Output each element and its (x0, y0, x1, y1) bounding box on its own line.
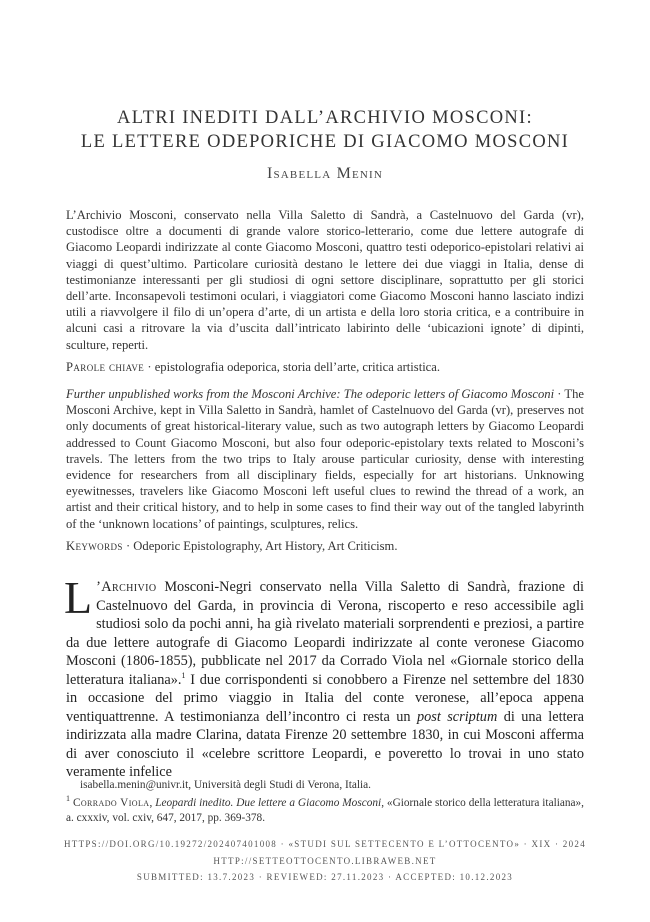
footer-dates-line: SUBMITTED: 13.7.2023 · REVIEWED: 27.11.2023 · ACCEPTED: 10.12.2023 (136, 872, 514, 882)
separator-dot: · (557, 387, 565, 401)
footnote-1-number: 1 (66, 794, 70, 804)
abstract-english-text (66, 386, 584, 532)
abstract-english-body: The Mosconi Archive, kept in Villa Saletto in Sandrà, hamlet of Castelnuovo del Garda (vr), preserves not only documents of great historical-literary value, such as two autograph letters by Giacomo Leopardi addressed to Count Giacomo Mosconi, but also four odeporic-epistolary texts related to Mosconi’s travels. The letters from the two trips to Italy arouse particular curiosity, dense with interesting evidence for researchers from all disciplinary fields, especially for art historians. Unknowing eyewitnesses, travelers like Giacomo Mosconi left useful clues to rewind the thread of a work, an artist and their critical history, and to help in some cases to find their way out of the tangled labyrinth of the ‘unknown locations’ of paintings, sculptures, relics. (66, 387, 584, 531)
keywords-italian (66, 359, 584, 375)
abstract-english-title: Further unpublished works from the Mosconi Archive: The odeporic letters of Giacomo Mosconi (66, 387, 555, 401)
body-text-part-1: Mosconi-Negri conservato nella Villa Saletto di Sandrà, frazione di Castelnuovo del Garda, in provincia di Verona, riscoperto e reso accessibile agli studiosi solo da pochi anni, ha già rivelato materiali sorprendenti e preziosi, a partire da due lettere autografe di Giacomo Leopardi indirizzate al conte veronese Giacomo Mosconi (1806-1855), pubblicate nel 2017 da Corrado Viola nel «Giornale storico della letteratura italiana». (66, 579, 584, 688)
author-name: Isabella Menin (266, 165, 384, 182)
separator-dot: · (125, 538, 134, 553)
abstract-italian-text: L’Archivio Mosconi, conservato nella Villa Saletto di Sandrà, a Castelnuovo del Garda (vr), custodisce oltre a documenti di grande valore storico-letterario, come due lettere autografe di Giacomo Leopardi indirizzate al conte Giacomo Mosconi, quattro testi odeporico-epistolari relativi ai viaggi di quest’ultimo. Particolare curiosità destano le lettere dei due viaggi in Italia, dense di testimonianze interessanti per gli studiosi di ogni settore disciplinare, soprattutto per gli storici dell’arte. Inconsapevoli testimoni oculari, i viaggiatori come Giacomo Mosconi hanno lasciato indizi utili a riavvolgere il filo di un’opera d’arte, di un artista e della loro storia critica, e a contribuire in alcuni casi a ritrovare la via d’uscita dall’intricato labirinto delle ‘ubicazioni ignote’ di dipinti, sculture, reperti. (66, 208, 584, 352)
body-italic-term: post scriptum (416, 708, 498, 725)
abstract-english (66, 386, 584, 554)
drop-cap: L (64, 572, 93, 623)
footnote-1-title: Leopardi inedito. Due lettere a Giacomo Mosconi (155, 797, 382, 809)
body-text-part-3: di una lettera indirizzata alla madre Clarina, datata Firenze 20 settembre 1830, in cui Mosconi afferma di aver conosciuto il «celebre scrittore Leopardi, e poveretto lo trovai in uno stato veramente infelice (66, 708, 584, 780)
footnote-1-author: Corrado Viola (72, 797, 150, 809)
opening-smallcaps: ’Archivio (96, 579, 157, 595)
separator-dot: · (147, 359, 155, 374)
body-paragraph (64, 572, 585, 782)
footnote-1: $^1$ Corrado Viola, Leopardi inedito. Due lettere a Giacomo Mosconi, «Giornale storico della letteratura italiana», a. cxxxiv, vol. cxiv, 647, 2017, pp. 369-378. (66, 794, 585, 824)
footnote-ref-1[interactable]: 1 (181, 670, 186, 680)
keywords-english-label: Keywords (66, 538, 123, 553)
footnote-1-rest: , «Giornale storico della letteratura italiana», a. cxxxiv, vol. cxiv, 647, 2017, pp. 369-378. (66, 797, 585, 824)
article-title-line-2: LE LETTERE ODEPORICHE DI GIACOMO MOSCONI (80, 132, 570, 152)
article-title-line-1: ALTRI INEDITI DALL’ARCHIVIO MOSCONI: (117, 108, 533, 128)
keywords-english-values: Odeporic Epistolography, Art History, Art Criticism. (133, 538, 398, 553)
abstract-italian (66, 207, 584, 375)
author-affiliation: isabella.menin@univr.it, Università degli Studi di Verona, Italia. (80, 779, 371, 791)
keywords-italian-values: epistolografia odeporica, storia dell’arte, critica artistica. (154, 359, 441, 374)
body-text-part-2: I due corrispondenti si conobbero a Firenze nel settembre del 1830 in occasione del primo viaggio in Italia del conte veronese, all’epoca appena ventiquattrenne. A testimonianza dell’incontro ci resta un (66, 671, 585, 725)
keywords-english (66, 538, 584, 554)
footer-website-link[interactable]: HTTP://SETTEOTTOCENTO.LIBRAWEB.NET (213, 856, 437, 866)
footer-doi-line: HTTPS://DOI.ORG/10.19272/202407401008 · «STUDI SUL SETTECENTO E L’OTTOCENTO» · XIX · 2024 (63, 839, 587, 849)
keywords-italian-label: Parole chiave (66, 359, 145, 374)
